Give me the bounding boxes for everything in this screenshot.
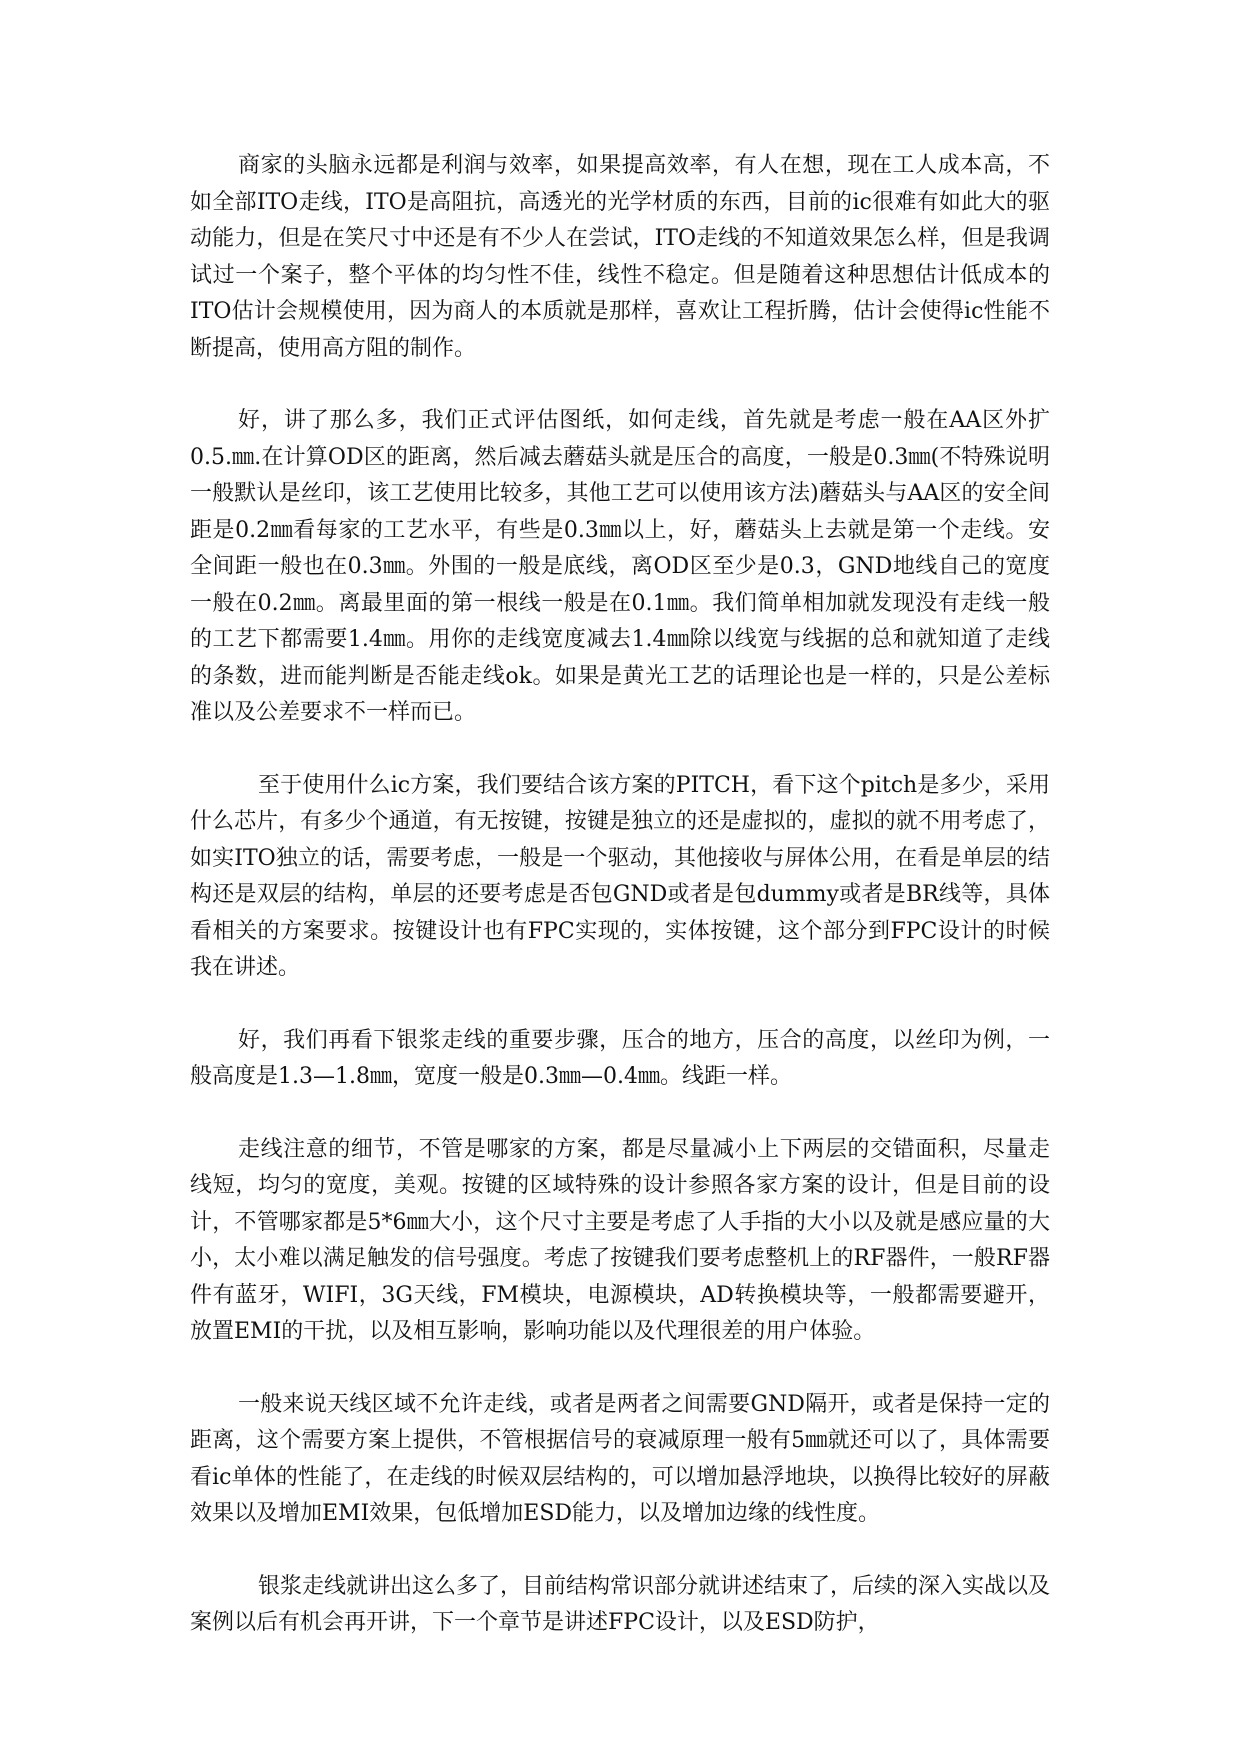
paragraph-1: 商家的头脑永远都是利润与效率，如果提高效率，有人在想，现在工人成本高，不如全部ITO走线，ITO是高阻抗，高透光的光学材质的东西，目前的ic很难有如此大的驱动能力，但是在笑尺寸中还是有不少人在尝试，ITO走线的不知道效果怎么样，但是我调试过一个案子，整个平体的均匀性不佳，线性不稳定。但是随着这种思想估计低成本的ITO估计会规模使用，因为商人的本质就是那样，喜欢让工程折腾，估计会使得ic性能不断提高，使用高方阻的制作。 [190, 153, 1050, 361]
paragraph-5: 走线注意的细节，不管是哪家的方案，都是尽量减小上下两层的交错面积，尽量走线短，均匀的宽度，美观。按键的区域特殊的设计参照各家方案的设计，但是目前的设计，不管哪家都是5*6㎜大小，这个尺寸主要是考虑了人手指的大小以及就是感应量的大小，太小难以满足触发的信号强度。考虑了按键我们要考虑整机上的RF器件，一般RF器件有蓝牙，WIFI，3G天线，FM模块，电源模块，AD转换模块等，一般都需要避开，放置EMI的干扰，以及相互影响，影响功能以及代理很差的用户体验。 [190, 1136, 1050, 1344]
paragraph-3: 至于使用什么ic方案，我们要结合该方案的PITCH，看下这个pitch是多少，采用什么芯片，有多少个通道，有无按键，按键是独立的还是虚拟的，虚拟的就不用考虑了，如实ITO独立的话，需要考虑，一般是一个驱动，其他接收与屏体公用，在看是单层的结构还是双层的结构，单层的还要考虑是否包GND或者是包dummy或者是BR线等，具体看相关的方案要求。按键设计也有FPC实现的，实体按键，这个部分到FPC设计的时候我在讲述。 [190, 772, 1050, 980]
paragraph-7: 银浆走线就讲出这么多了，目前结构常识部分就讲述结束了，后续的深入实战以及案例以后有机会再开讲，下一个章节是讲述FPC设计，以及ESD防护， [190, 1573, 1051, 1635]
document-body [190, 148, 1050, 1642]
paragraph-2: 好，讲了那么多，我们正式评估图纸，如何走线，首先就是考虑一般在AA区外扩0.5.㎜.在计算OD区的距离，然后减去蘑菇头就是压合的高度，一般是0.3㎜(不特殊说明一般默认是丝印，该工艺使用比较多，其他工艺可以使用该方法)蘑菇头与AA区的安全间距是0.2㎜看每家的工艺水平，有些是0.3㎜以上，好，蘑菇头上去就是第一个走线。安全间距一般也在0.3㎜。外围的一般是底线，离OD区至少是0.3，GND地线自己的宽度一般在0.2㎜。离最里面的第一根线一般是在0.1㎜。我们简单相加就发现没有走线一般的工艺下都需要1.4㎜。用你的走线宽度减去1.4㎜除以线宽与线据的总和就知道了走线的条数，进而能判断是否能走线ok。如果是黄光工艺的话理论也是一样的，只是公差标准以及公差要求不一样而已。 [190, 408, 1050, 725]
paragraph-6: 一般来说天线区域不允许走线，或者是两者之间需要GND隔开，或者是保持一定的距离，这个需要方案上提供，不管根据信号的衰减原理一般有5㎜就还可以了，具体需要看ic单体的性能了，在走线的时候双层结构的，可以增加悬浮地块，以换得比较好的屏蔽效果以及增加EMI效果，包低增加ESD能力，以及增加边缘的线性度。 [190, 1391, 1050, 1526]
paragraph-4: 好，我们再看下银浆走线的重要步骤，压合的地方，压合的高度，以丝印为例，一般高度是1.3—1.8㎜，宽度一般是0.3㎜—0.4㎜。线距一样。 [190, 1027, 1050, 1089]
